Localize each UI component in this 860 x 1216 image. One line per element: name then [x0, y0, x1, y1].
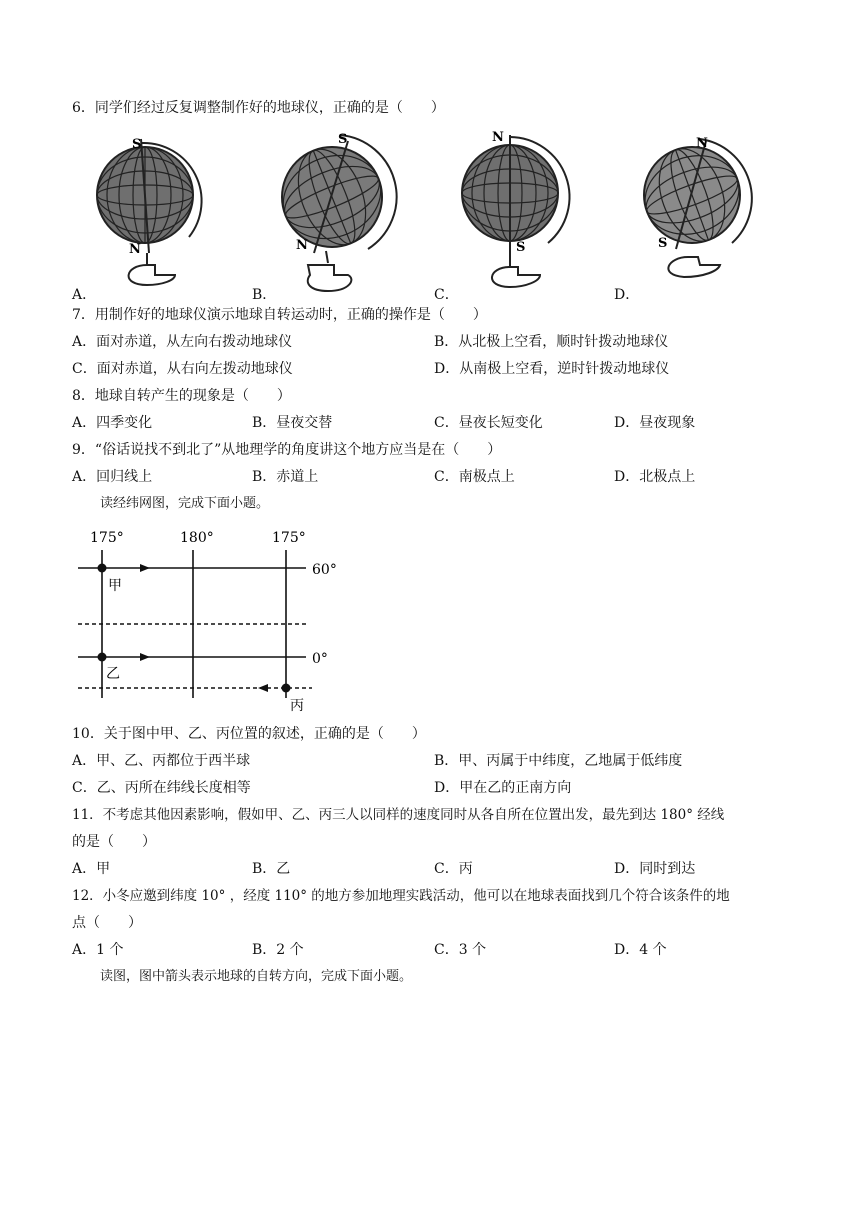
q9-option-a[interactable]: A．回归线上 [72, 469, 153, 485]
q12-stem-line2: 点（ ） [72, 915, 142, 931]
q10-stem: 10．关于图中甲、乙、丙位置的叙述，正确的是（ ） [72, 726, 426, 742]
q7-option-b[interactable]: B．从北极上空看，顺时针拨动地球仪 [434, 334, 669, 350]
globe-a-figure [85, 125, 235, 300]
q11-stem-line1: 11．不考虑其他因素影响，假如甲、乙、丙三人以同样的速度同时从各自所在位置出发，最先到达 180° 经线 [72, 807, 725, 823]
q6-option-b[interactable]: B． [252, 287, 277, 303]
q11-option-b[interactable]: B．乙 [252, 861, 291, 877]
lat-lon-grid-svg [72, 520, 372, 720]
lon-label-180: 180° [180, 530, 214, 546]
q12-option-c[interactable]: C．3 个 [434, 942, 487, 958]
label-yi: 乙 [106, 666, 120, 682]
lat-label-60: 60° [312, 562, 337, 578]
q8-option-a[interactable]: A．四季变化 [72, 415, 153, 431]
q12-option-a[interactable]: A．1 个 [72, 942, 124, 958]
globe-a-top-pole: S [132, 137, 142, 152]
arrow-jia [140, 564, 150, 572]
q11-option-d[interactable]: D．同时到达 [614, 861, 696, 877]
q12-option-d[interactable]: D．4 个 [614, 942, 667, 958]
globe-c-top-pole: N [492, 130, 504, 145]
globe-option-a [85, 125, 235, 300]
q12-option-b[interactable]: B．2 个 [252, 942, 304, 958]
intro-grid-figure: 读经纬网图，完成下面小题。 [100, 496, 270, 511]
globe-d-figure [628, 125, 778, 300]
q12-stem-line1: 12．小冬应邀到纬度 10° ，经度 110° 的地方参加地理实践活动，他可以在地球表面找到几个符合该条件的地 [72, 888, 730, 904]
point-yi [98, 653, 107, 662]
globe-b-top-pole: S [338, 132, 348, 147]
q10-option-d[interactable]: D．甲在乙的正南方向 [434, 780, 572, 796]
globe-a-bottom-pole: N [129, 242, 141, 257]
lon-label-175-west: 175° [90, 530, 124, 546]
q8-option-d[interactable]: D．昼夜现象 [614, 415, 696, 431]
arrow-bing [258, 684, 268, 692]
arrow-yi [140, 653, 150, 661]
lat-label-0: 0° [312, 651, 328, 667]
q11-option-c[interactable]: C．丙 [434, 861, 473, 877]
globe-c-figure [450, 125, 600, 300]
point-bing [282, 684, 291, 693]
q11-stem-line2: 的是（ ） [72, 834, 156, 850]
q9-option-c[interactable]: C．南极点上 [434, 469, 515, 485]
q10-option-b[interactable]: B．甲、丙属于中纬度，乙地属于低纬度 [434, 753, 683, 769]
q9-stem: 9．“俗话说找不到北了”从地理学的角度讲这个地方应当是在（ ） [72, 442, 502, 458]
globe-option-d [628, 125, 778, 300]
q6-option-a[interactable]: A． [72, 287, 97, 303]
q8-option-b[interactable]: B．昼夜交替 [252, 415, 333, 431]
q10-option-a[interactable]: A．甲、乙、丙都位于西半球 [72, 753, 251, 769]
q7-option-d[interactable]: D．从南极上空看，逆时针拨动地球仪 [434, 361, 670, 377]
q10-option-c[interactable]: C．乙、丙所在纬线长度相等 [72, 780, 251, 796]
label-bing: 丙 [290, 698, 304, 714]
lon-label-175-east: 175° [272, 530, 306, 546]
globe-b-figure [268, 125, 418, 300]
globe-b-bottom-pole: N [296, 238, 308, 253]
globe-c-bottom-pole: S [516, 240, 526, 255]
lat-lon-grid-figure [72, 520, 372, 720]
q9-option-d[interactable]: D．北极点上 [614, 469, 696, 485]
globe-d-top-pole: N [696, 136, 708, 151]
q6-option-d[interactable]: D． [614, 287, 640, 303]
globe-option-c [450, 125, 600, 300]
q7-stem: 7．用制作好的地球仪演示地球自转运动时，正确的操作是（ ） [72, 307, 487, 323]
q9-option-b[interactable]: B．赤道上 [252, 469, 319, 485]
q6-option-c[interactable]: C． [434, 287, 459, 303]
intro-rotation-figure: 读图，图中箭头表示地球的自转方向，完成下面小题。 [100, 969, 413, 984]
globe-option-b [268, 125, 418, 300]
q8-stem: 8．地球自转产生的现象是（ ） [72, 388, 291, 404]
q11-option-a[interactable]: A．甲 [72, 861, 111, 877]
globe-d-bottom-pole: S [658, 236, 668, 251]
label-jia: 甲 [108, 578, 122, 594]
q6-stem: 6．同学们经过反复调整制作好的地球仪，正确的是（ ） [72, 100, 445, 116]
q7-option-a[interactable]: A．面对赤道，从左向右拨动地球仪 [72, 334, 293, 350]
q7-option-c[interactable]: C．面对赤道，从右向左拨动地球仪 [72, 361, 293, 377]
q8-option-c[interactable]: C．昼夜长短变化 [434, 415, 543, 431]
point-jia [98, 564, 107, 573]
